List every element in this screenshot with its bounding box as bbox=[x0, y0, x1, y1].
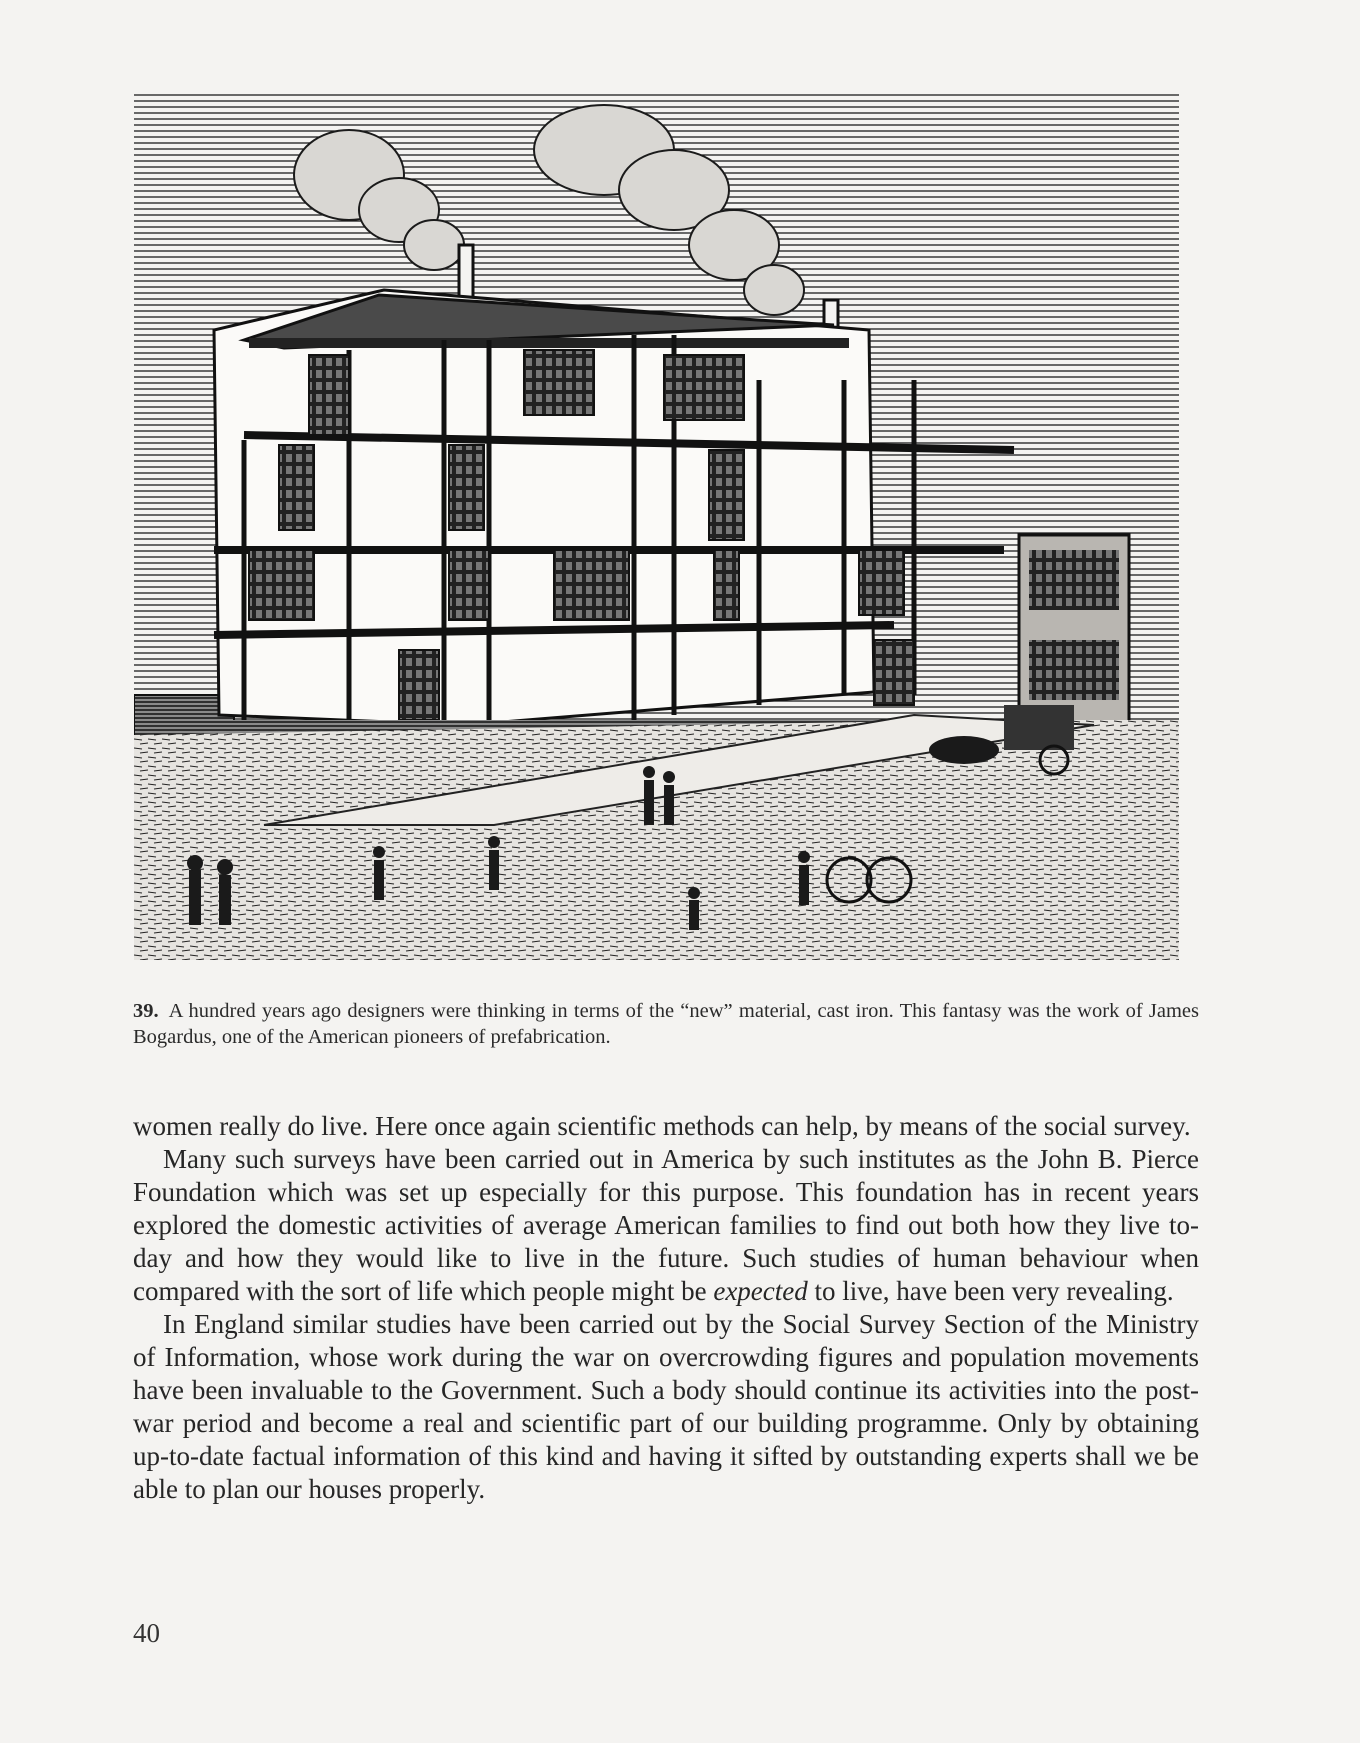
caption-number: 39. bbox=[133, 1000, 159, 1022]
engraving-illustration bbox=[134, 80, 1179, 960]
paragraph-2-end: to live, have been very revealing. bbox=[807, 1276, 1174, 1306]
paragraph-1: women really do live. Here once again scientific methods can help, by means of the social survey. bbox=[133, 1111, 1191, 1141]
paragraph-2-text: Many such surveys have been carried out in America by such institutes as the John B. Pierce Foundation which was set up especially for this purpose. This foundation has in recent years explored the domestic activities of average American families to find out both how they live to-day and how they would like to live in the future. Such studies of human behaviour when compared with the sort of life which people might be bbox=[133, 1144, 1199, 1306]
paragraph-3: In England similar studies have been carried out by the Social Survey Section of the Ministry of Information, whose work during the war on overcrowding figures and population movements have been invaluable to the Government. Such a body should continue its activities into the post-war period and become a real and scientific part of our building programme. Only by obtaining up-to-date factual information of this kind and having it sifted by outstanding experts shall we be able to plan our houses properly. bbox=[133, 1309, 1199, 1504]
paragraph-2 bbox=[133, 1143, 1199, 1308]
page-number: 40 bbox=[133, 1618, 160, 1648]
street bbox=[134, 715, 1179, 960]
emphasis-expected: expected bbox=[713, 1276, 808, 1306]
figure-caption bbox=[133, 998, 1199, 1050]
caption-text: A hundred years ago designers were thinking in terms of the “new” material, cast iron. This fantasy was the work of James Bogardus, one of the American pioneers of prefabrication. bbox=[133, 1000, 1199, 1048]
body-text bbox=[133, 1110, 1199, 1506]
